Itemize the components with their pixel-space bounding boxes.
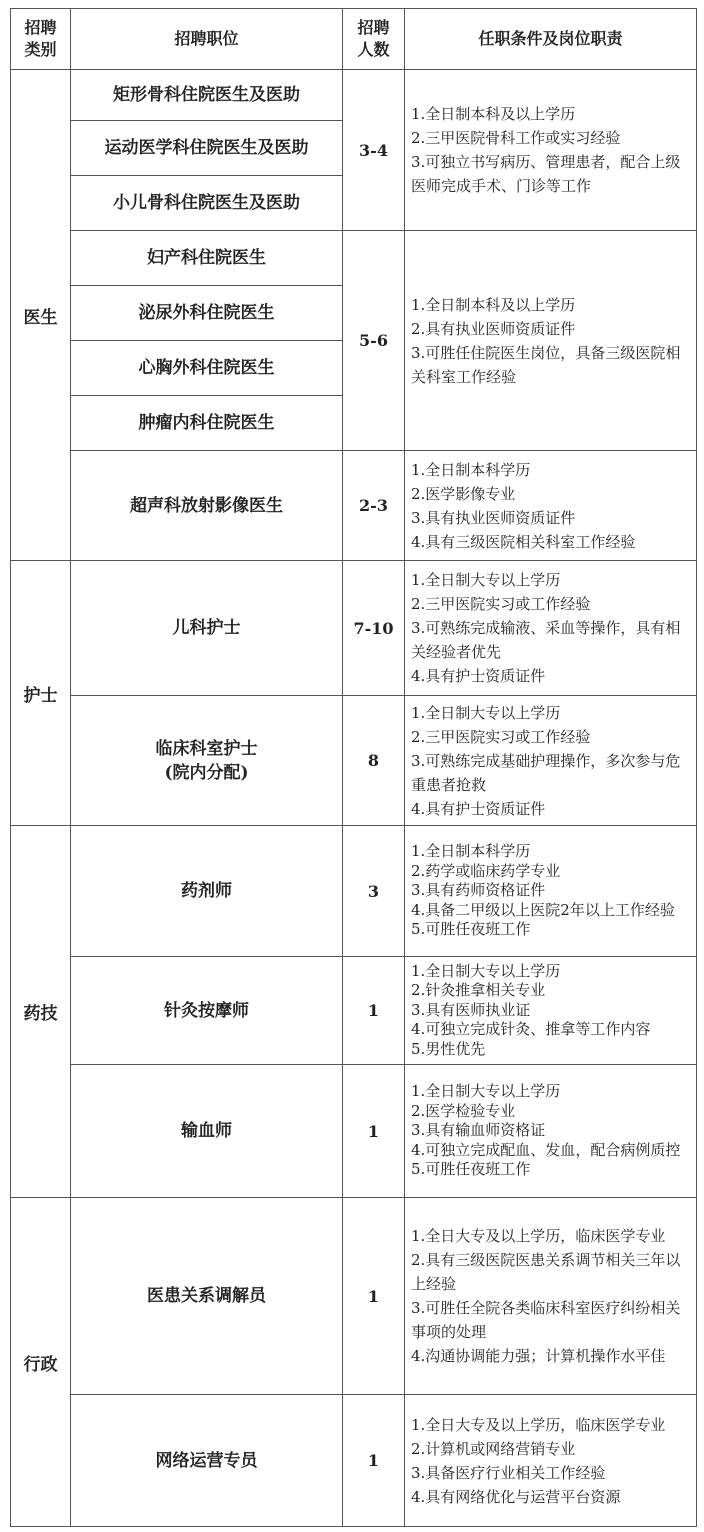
category-cell: 医生 bbox=[11, 70, 71, 561]
requirements-cell: 1.全日制大专以上学历 2.医学检验专业 3.具有输血师资格证 4.可独立完成配血、发血，配合病例质控 5.可胜任夜班工作 bbox=[405, 1065, 697, 1198]
requirements-cell: 1.全日制本科学历 2.医学影像专业 3.具有执业医师资质证件 4.具有三级医院相关科室工作经验 bbox=[405, 451, 697, 561]
count-cell: 5-6 bbox=[343, 231, 405, 451]
category-cell: 药技 bbox=[11, 826, 71, 1198]
count-cell: 8 bbox=[343, 696, 405, 826]
requirements-cell: 1.全日制大专以上学历 2.三甲医院实习或工作经验 3.可熟练完成基础护理操作，多次参与危重患者抢救 4.具有护士资质证件 bbox=[405, 696, 697, 826]
count-cell: 1 bbox=[343, 1198, 405, 1395]
requirements-cell: 1.全日大专及以上学历，临床医学专业 2.计算机或网络营销专业 3.具备医疗行业相关工作经验 4.具有网络优化与运营平台资源 bbox=[405, 1395, 697, 1527]
header-requirements: 任职条件及岗位职责 bbox=[405, 9, 697, 70]
count-cell: 2-3 bbox=[343, 451, 405, 561]
position-cell: 泌尿外科住院医生 bbox=[71, 286, 343, 341]
table-row bbox=[11, 1065, 697, 1198]
position-cell: 针灸按摩师 bbox=[71, 957, 343, 1065]
position-cell: 矩形骨科住院医生及医助 bbox=[71, 70, 343, 121]
position-cell: 药剂师 bbox=[71, 826, 343, 957]
table-row bbox=[11, 1198, 697, 1395]
requirements-cell: 1.全日大专及以上学历，临床医学专业 2.具有三级医院医患关系调节相关三年以上经验 3.可胜任全院各类临床科室医疗纠纷相关事项的处理 4.沟通协调能力强；计算机操作水平佳 bbox=[405, 1198, 697, 1395]
position-cell: 输血师 bbox=[71, 1065, 343, 1198]
table-row bbox=[11, 231, 697, 286]
recruitment-table bbox=[10, 8, 697, 1527]
table-row bbox=[11, 957, 697, 1065]
position-cell: 超声科放射影像医生 bbox=[71, 451, 343, 561]
header-count: 招聘人数 bbox=[343, 9, 405, 70]
position-cell: 临床科室护士 (院内分配) bbox=[71, 696, 343, 826]
position-cell: 心胸外科住院医生 bbox=[71, 341, 343, 396]
count-cell: 1 bbox=[343, 1065, 405, 1198]
table-row bbox=[11, 826, 697, 957]
position-cell: 肿瘤内科住院医生 bbox=[71, 396, 343, 451]
requirements-cell: 1.全日制本科及以上学历 2.三甲医院骨科工作或实习经验 3.可独立书写病历、管理患者，配合上级医师完成手术、门诊等工作 bbox=[405, 70, 697, 231]
count-cell: 1 bbox=[343, 957, 405, 1065]
count-cell: 3-4 bbox=[343, 70, 405, 231]
category-cell: 护士 bbox=[11, 561, 71, 826]
table-row bbox=[11, 696, 697, 826]
position-cell: 小儿骨科住院医生及医助 bbox=[71, 176, 343, 231]
table-row bbox=[11, 1395, 697, 1527]
table-header-row bbox=[11, 9, 697, 70]
header-position: 招聘职位 bbox=[71, 9, 343, 70]
count-cell: 7-10 bbox=[343, 561, 405, 696]
requirements-cell: 1.全日制大专以上学历 2.针灸推拿相关专业 3.具有医师执业证 4.可独立完成针灸、推拿等工作内容 5.男性优先 bbox=[405, 957, 697, 1065]
table-row bbox=[11, 451, 697, 561]
position-cell: 儿科护士 bbox=[71, 561, 343, 696]
position-cell: 医患关系调解员 bbox=[71, 1198, 343, 1395]
position-cell: 网络运营专员 bbox=[71, 1395, 343, 1527]
requirements-cell: 1.全日制大专以上学历 2.三甲医院实习或工作经验 3.可熟练完成输液、采血等操作，具有相关经验者优先 4.具有护士资质证件 bbox=[405, 561, 697, 696]
category-cell: 行政 bbox=[11, 1198, 71, 1527]
requirements-cell: 1.全日制本科及以上学历 2.具有执业医师资质证件 3.可胜任住院医生岗位，具备三级医院相关科室工作经验 bbox=[405, 231, 697, 451]
table-row bbox=[11, 70, 697, 121]
position-cell: 运动医学科住院医生及医助 bbox=[71, 121, 343, 176]
requirements-cell: 1.全日制本科学历 2.药学或临床药学专业 3.具有药师资格证件 4.具备二甲级以上医院2年以上工作经验 5.可胜任夜班工作 bbox=[405, 826, 697, 957]
table-row bbox=[11, 561, 697, 696]
position-cell: 妇产科住院医生 bbox=[71, 231, 343, 286]
header-category: 招聘类别 bbox=[11, 9, 71, 70]
count-cell: 3 bbox=[343, 826, 405, 957]
count-cell: 1 bbox=[343, 1395, 405, 1527]
